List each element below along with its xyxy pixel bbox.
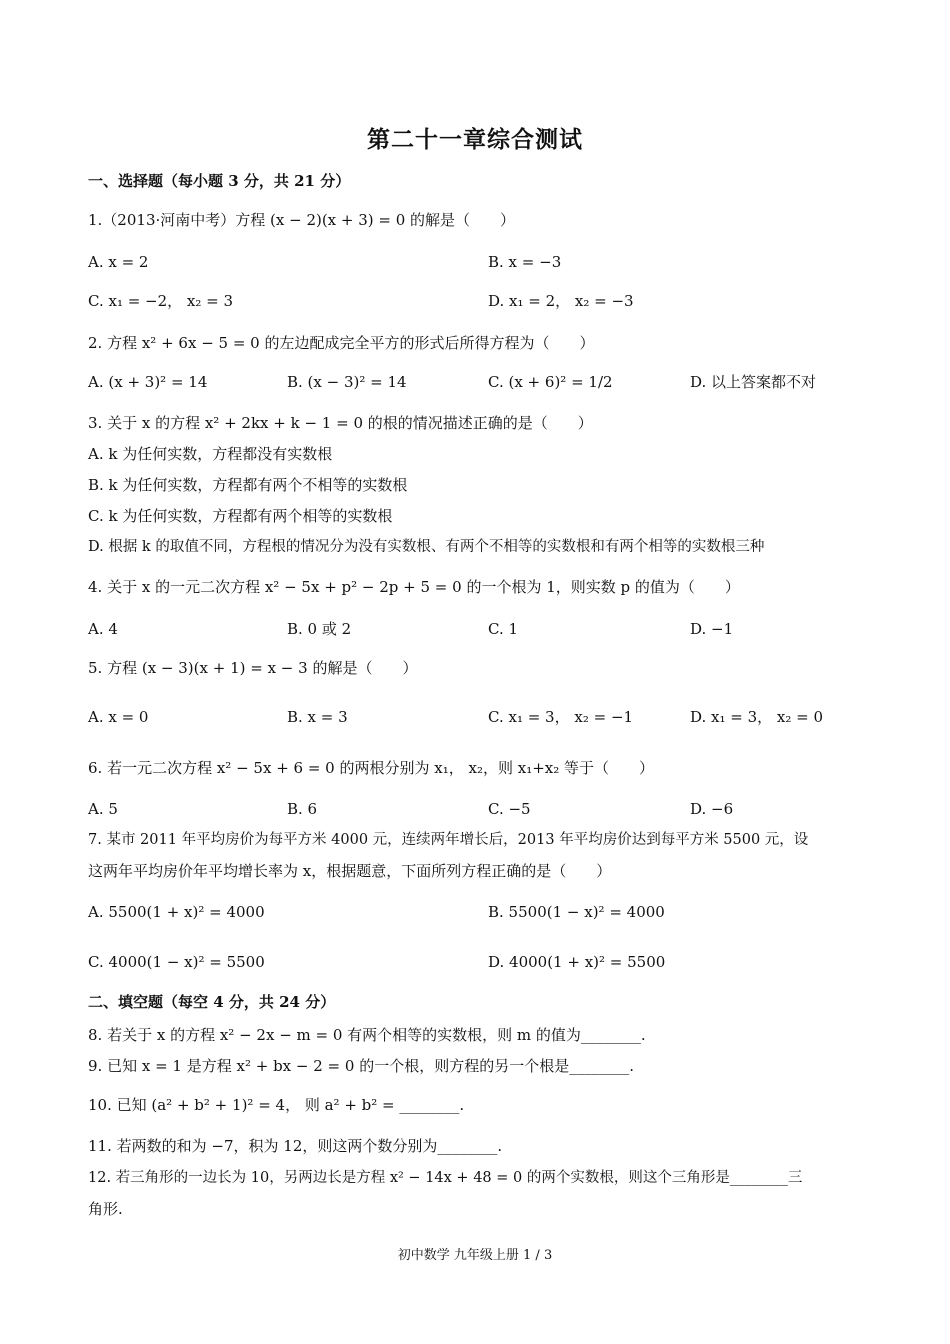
page-title: 第二十一章综合测试: [367, 126, 583, 153]
question-7-stem-line1: 7. 某市 2011 年平均房价为每平方米 4000 元，连续两年增长后，2013 年平均房价达到每平方米 5500 元，设: [88, 832, 809, 848]
question-1-option-a: A. x = 2: [88, 253, 149, 271]
question-5-option-c: C. x₁ = 3， x₂ = −1: [488, 708, 634, 726]
question-7-option-c: C. 4000(1 − x)² = 5500: [88, 953, 265, 971]
question-3-option-d: D. 根据 k 的取值不同，方程根的情况分为没有实数根、有两个不相等的实数根和有两个相等的实数根三种: [88, 539, 765, 555]
page-footer: 初中数学 九年级上册 1 / 3: [397, 1248, 553, 1263]
question-11: 11. 若两数的和为 −7，积为 12，则这两个数分别为________.: [88, 1137, 503, 1155]
question-5-option-d: D. x₁ = 3， x₂ = 0: [690, 708, 824, 726]
question-1-stem: 1.（2013·河南中考）方程 (x − 2)(x + 3) = 0 的解是（ ）: [88, 211, 516, 229]
question-7-option-a: A. 5500(1 + x)² = 4000: [88, 903, 265, 921]
section-heading-fill: 二、填空题（每空 4 分，共 24 分）: [88, 993, 336, 1011]
question-1-option-b: B. x = −3: [488, 253, 562, 271]
question-5-stem: 5. 方程 (x − 3)(x + 1) = x − 3 的解是（ ）: [88, 659, 418, 677]
question-5-option-b: B. x = 3: [287, 708, 348, 726]
question-6-option-d: D. −6: [690, 800, 734, 818]
question-6-option-c: C. −5: [488, 800, 531, 818]
question-4-stem: 4. 关于 x 的一元二次方程 x² − 5x + p² − 2p + 5 = 0 的一个根为 1，则实数 p 的值为（ ）: [88, 578, 740, 596]
question-6-option-b: B. 6: [287, 800, 318, 818]
question-3-stem: 3. 关于 x 的方程 x² + 2kx + k − 1 = 0 的根的情况描述正确的是（ ）: [88, 414, 593, 432]
question-9: 9. 已知 x = 1 是方程 x² + bx − 2 = 0 的一个根，则方程的另一个根是________.: [88, 1057, 634, 1075]
question-7-stem-line2: 这两年平均房价年平均增长率为 x，根据题意，下面所列方程正确的是（ ）: [88, 862, 612, 880]
question-4-option-c: C. 1: [488, 620, 519, 638]
question-8: 8. 若关于 x 的方程 x² − 2x − m = 0 有两个相等的实数根，则 m 的值为________.: [88, 1026, 646, 1044]
question-4-option-b: B. 0 或 2: [287, 620, 352, 638]
question-2-option-a: A. (x + 3)² = 14: [88, 373, 208, 391]
question-2-stem: 2. 方程 x² + 6x − 5 = 0 的左边配成完全平方的形式后所得方程为（ ）: [88, 334, 595, 352]
question-6-stem: 6. 若一元二次方程 x² − 5x + 6 = 0 的两根分别为 x₁， x₂，则 x₁+x₂ 等于（ ）: [88, 759, 655, 777]
question-2-option-b: B. (x − 3)² = 14: [287, 373, 407, 391]
question-2-option-c: C. (x + 6)² = 1/2: [488, 373, 613, 391]
question-3-option-c: C. k 为任何实数，方程都有两个相等的实数根: [88, 507, 393, 525]
question-3-option-b: B. k 为任何实数，方程都有两个不相等的实数根: [88, 476, 408, 494]
question-4-option-d: D. −1: [690, 620, 734, 638]
question-4-option-a: A. 4: [88, 620, 118, 638]
question-2-option-d: D. 以上答案都不对: [690, 373, 817, 391]
question-10: 10. 已知 (a² + b² + 1)² = 4， 则 a² + b² = ________.: [88, 1096, 465, 1114]
question-7-option-b: B. 5500(1 − x)² = 4000: [488, 903, 665, 921]
question-1-option-d: D. x₁ = 2， x₂ = −3: [488, 292, 634, 310]
question-5-option-a: A. x = 0: [88, 708, 149, 726]
question-12-line1: 12. 若三角形的一边长为 10，另两边长是方程 x² − 14x + 48 = 0 的两个实数根，则这个三角形是________三: [88, 1170, 803, 1186]
question-7-option-d: D. 4000(1 + x)² = 5500: [488, 953, 666, 971]
question-3-option-a: A. k 为任何实数，方程都没有实数根: [88, 445, 333, 463]
question-6-option-a: A. 5: [88, 800, 118, 818]
section-heading-choice: 一、选择题（每小题 3 分，共 21 分）: [88, 172, 351, 190]
question-1-option-c: C. x₁ = −2， x₂ = 3: [88, 292, 234, 310]
question-12-line2: 角形.: [88, 1200, 123, 1218]
